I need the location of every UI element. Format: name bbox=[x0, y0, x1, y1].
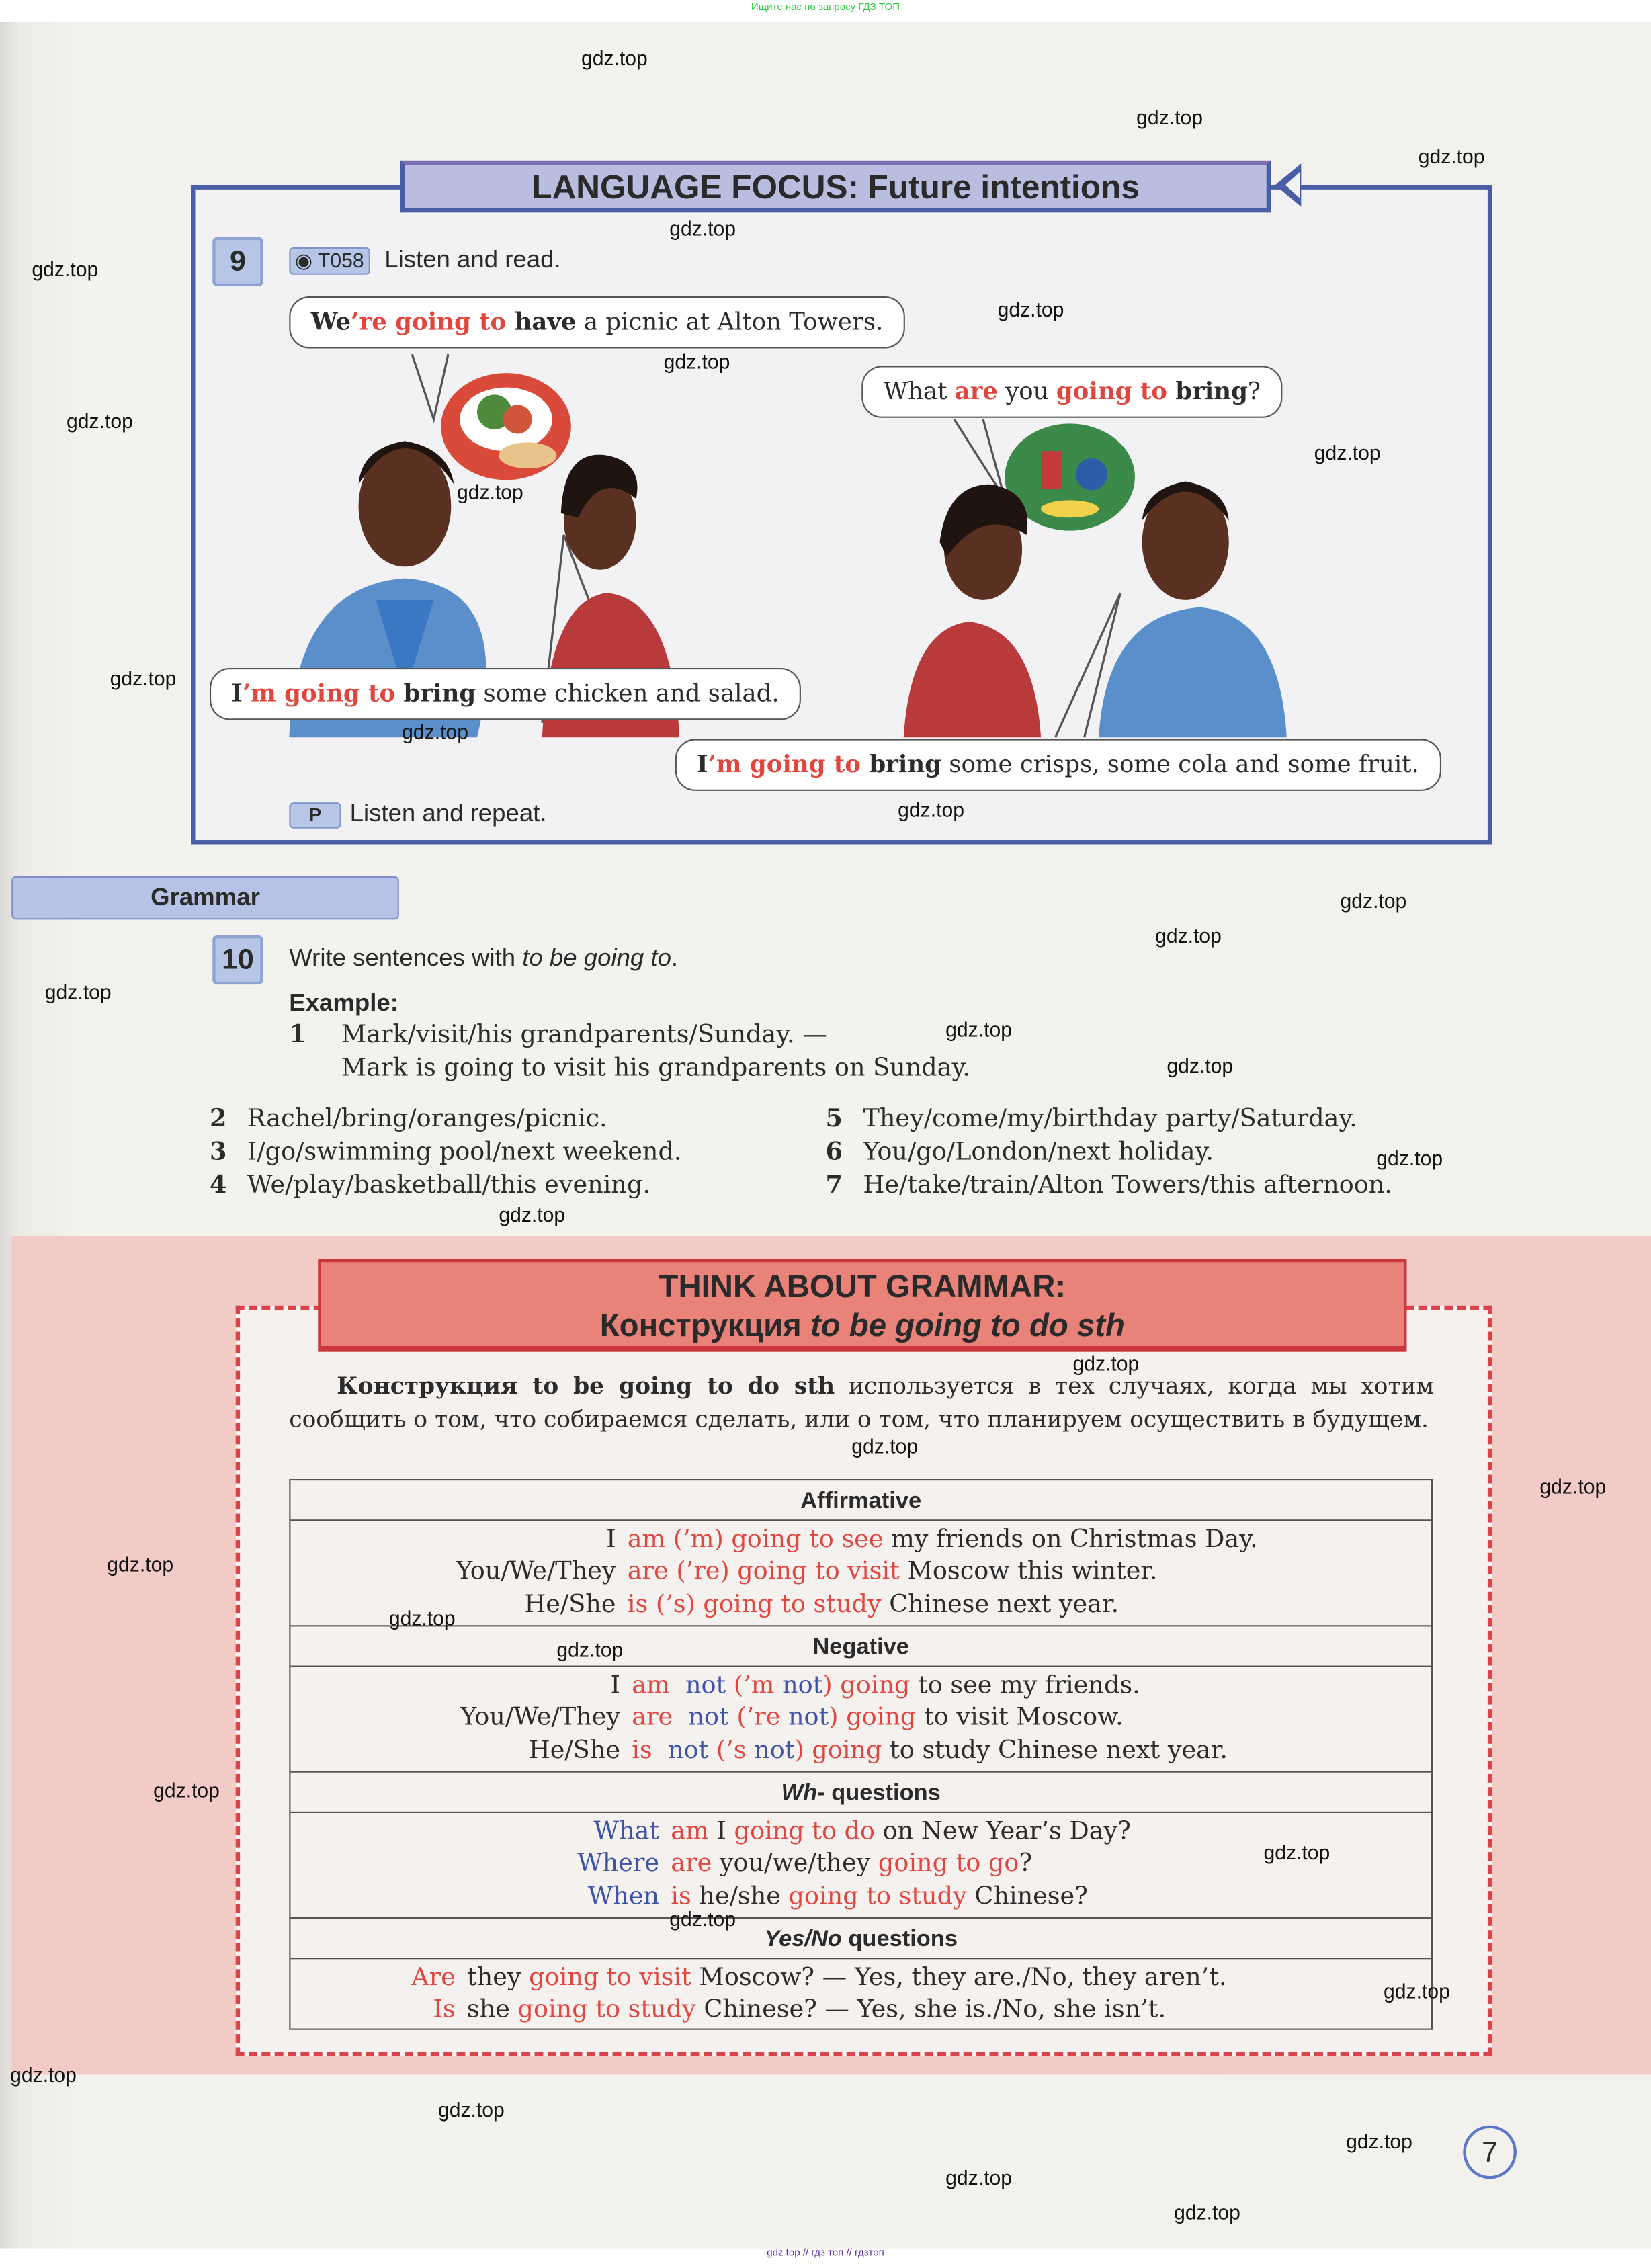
speech-bubble-2 bbox=[861, 366, 1282, 417]
row-subject: You/We/They bbox=[460, 1704, 620, 1733]
text-segment: bring bbox=[860, 750, 941, 778]
section-rows bbox=[290, 1813, 1431, 1919]
watermark: gdz.top bbox=[1167, 1054, 1234, 1077]
watermark: gdz.top bbox=[669, 216, 736, 241]
top-search-note: Ищите нас по запросу ГДЗ ТОП bbox=[751, 3, 900, 13]
table-row bbox=[290, 1524, 1431, 1556]
watermark: gdz.top bbox=[44, 980, 112, 1004]
exercise-10-instruction bbox=[289, 944, 678, 973]
text-segment: my friends on Christmas Day. bbox=[883, 1525, 1258, 1554]
items-left-column bbox=[210, 1105, 682, 1204]
text-segment: going to study bbox=[517, 1995, 696, 2025]
exercise-10-number: 10 bbox=[212, 935, 263, 984]
text-segment: not bbox=[774, 1671, 823, 1701]
audio-track-badge[interactable] bbox=[289, 247, 370, 275]
row-predicate bbox=[467, 1994, 1166, 2027]
item-number: 4 bbox=[209, 1171, 227, 1200]
text-segment: some chicken and salad. bbox=[476, 679, 779, 708]
exercise-item bbox=[826, 1105, 1392, 1138]
watermark: gdz.top bbox=[1384, 1979, 1450, 2003]
track-id: T058 bbox=[318, 249, 364, 272]
watermark: gdz.top bbox=[581, 46, 648, 70]
text-segment: I bbox=[708, 1817, 734, 1847]
text-segment: not bbox=[780, 1704, 829, 1733]
watermark: gdz.top bbox=[669, 1906, 736, 1931]
watermark: gdz.top bbox=[456, 480, 523, 503]
text-segment: bring bbox=[395, 679, 476, 708]
title-line-2-emphasis: to be going to do sth bbox=[810, 1306, 1125, 1343]
text-segment: you bbox=[997, 377, 1056, 405]
text-segment: to see my friends. bbox=[910, 1671, 1140, 1701]
row-subject: Where bbox=[577, 1849, 660, 1879]
watermark: gdz.top bbox=[851, 1434, 919, 1458]
example-number: 1 bbox=[289, 1020, 306, 1050]
text-segment: she bbox=[466, 1995, 518, 2025]
text-segment: (’re bbox=[728, 1704, 781, 1733]
text-segment: going to do bbox=[734, 1817, 876, 1847]
text-segment: Moscow? — Yes, they are./No, they aren’t. bbox=[691, 1963, 1227, 1992]
text-segment: some crisps, some cola and some fruit. bbox=[941, 750, 1419, 778]
watermark: gdz.top bbox=[67, 409, 133, 433]
text-segment: you/we/they bbox=[712, 1849, 878, 1879]
heading-text: questions bbox=[841, 1927, 958, 1952]
item-number: 7 bbox=[825, 1171, 843, 1200]
text-segment: is (’s) going to study bbox=[627, 1589, 882, 1619]
watermark: gdz.top bbox=[945, 2165, 1012, 2189]
heading-emphasis: Wh- bbox=[781, 1781, 825, 1806]
girl-right bbox=[904, 485, 1041, 738]
item-text: They/come/my/birthday party/Saturday. bbox=[863, 1104, 1357, 1134]
row-predicate bbox=[628, 1589, 1119, 1621]
row-subject: You/We/They bbox=[456, 1557, 616, 1587]
text-segment: are bbox=[632, 1704, 673, 1733]
text-segment: (’s bbox=[708, 1736, 747, 1765]
text-segment: to visit Moscow. bbox=[916, 1704, 1124, 1733]
watermark: gdz.top bbox=[945, 1017, 1012, 1042]
text-segment: not bbox=[669, 1671, 726, 1701]
table-row bbox=[290, 1848, 1431, 1880]
text-segment: going to go bbox=[878, 1849, 1019, 1879]
heading-text: Negative bbox=[812, 1635, 909, 1660]
text-segment: is bbox=[632, 1736, 652, 1765]
row-predicate bbox=[628, 1524, 1258, 1556]
watermark: gdz.top bbox=[107, 1552, 174, 1577]
text-segment: have bbox=[506, 308, 577, 336]
watermark: gdz.top bbox=[153, 1778, 220, 1802]
text-segment: am bbox=[671, 1817, 709, 1847]
page-number: 7 bbox=[1463, 2126, 1517, 2179]
row-subject: He/She bbox=[528, 1736, 620, 1765]
watermark: gdz.top bbox=[32, 257, 99, 281]
think-about-grammar-title bbox=[318, 1259, 1406, 1352]
title-line-2-prefix: Конструкция bbox=[599, 1306, 810, 1343]
watermark: gdz.top bbox=[556, 1638, 624, 1662]
text-segment: (’m bbox=[726, 1671, 775, 1701]
section-heading bbox=[290, 1626, 1431, 1667]
watermark: gdz.top bbox=[898, 798, 964, 822]
watermark: gdz.top bbox=[10, 2063, 77, 2087]
text-segment: to study Chinese next year. bbox=[882, 1736, 1228, 1765]
item-text: Rachel/bring/oranges/picnic. bbox=[247, 1104, 607, 1134]
heading-text: questions bbox=[824, 1781, 941, 1806]
table-row bbox=[290, 1556, 1431, 1589]
watermark: gdz.top bbox=[663, 349, 730, 374]
watermark: gdz.top bbox=[110, 666, 177, 690]
row-subject: When bbox=[587, 1882, 660, 1911]
text-segment: he/she bbox=[691, 1882, 789, 1911]
text-segment: not bbox=[746, 1736, 795, 1765]
text-segment: going to bbox=[1056, 377, 1167, 405]
watermark: gdz.top bbox=[1539, 1474, 1607, 1498]
watermark: gdz.top bbox=[1174, 2200, 1240, 2224]
table-row bbox=[290, 1734, 1431, 1767]
row-predicate bbox=[632, 1734, 1228, 1767]
items-right-column bbox=[826, 1105, 1392, 1204]
exercise-item bbox=[210, 1105, 682, 1138]
watermark: gdz.top bbox=[402, 720, 469, 743]
paragraph-rest: используется в тех случаях, когда мы хотим сообщить о том, что собираемся сделать, или о том, что планируем осуществить в будущем. bbox=[289, 1372, 1435, 1433]
example-label: Example: bbox=[289, 989, 398, 1017]
pronunciation-badge: P bbox=[289, 802, 341, 829]
speech-bubble-1 bbox=[289, 296, 904, 348]
row-subject: I bbox=[606, 1525, 616, 1554]
watermark: gdz.top bbox=[1136, 106, 1203, 129]
pronunciation-instruction: Listen and repeat. bbox=[349, 799, 547, 827]
exercise-item bbox=[210, 1171, 682, 1204]
paragraph-bold: Конструкция to be going to do sth bbox=[337, 1372, 835, 1400]
exercise-item bbox=[826, 1171, 1392, 1204]
grammar-table bbox=[289, 1479, 1433, 2030]
text-segment: ) bbox=[822, 1671, 833, 1701]
row-predicate bbox=[467, 1962, 1227, 1994]
grammar-tab: Grammar bbox=[11, 876, 399, 920]
exercise-9-instruction: Listen and read. bbox=[384, 245, 561, 274]
item-number: 3 bbox=[209, 1138, 227, 1167]
row-predicate bbox=[671, 1848, 1032, 1880]
row-subject: Is bbox=[433, 1995, 456, 2025]
watermark: gdz.top bbox=[437, 2097, 505, 2122]
boy-right bbox=[1099, 481, 1287, 737]
text-segment: going bbox=[838, 1704, 917, 1733]
table-row bbox=[290, 1589, 1431, 1621]
section-heading bbox=[290, 1480, 1431, 1521]
text-segment: they bbox=[466, 1963, 530, 1992]
text-segment: ? bbox=[1247, 377, 1261, 405]
explanation-paragraph bbox=[289, 1371, 1434, 1436]
row-predicate bbox=[628, 1556, 1158, 1589]
example-prompt: Mark/visit/his grandparents/Sunday. — bbox=[341, 1020, 827, 1050]
instruction-text: Write sentences with bbox=[289, 943, 523, 972]
row-predicate bbox=[632, 1702, 1124, 1734]
watermark: gdz.top bbox=[1376, 1146, 1443, 1170]
row-predicate bbox=[632, 1670, 1140, 1702]
table-row bbox=[290, 1670, 1431, 1702]
arrow-inner bbox=[1285, 172, 1300, 198]
text-segment: Chinese? — Yes, she is./No, she isn’t. bbox=[695, 1995, 1167, 2025]
instruction-end: . bbox=[671, 943, 679, 972]
text-segment: am bbox=[632, 1671, 670, 1701]
exercise-9-number: 9 bbox=[212, 237, 263, 286]
row-subject: What bbox=[593, 1817, 660, 1847]
text-segment: am (’m) going to see bbox=[627, 1525, 884, 1554]
text-segment: are bbox=[954, 377, 998, 405]
speech-bubble-4 bbox=[675, 739, 1441, 790]
text-segment: going bbox=[804, 1736, 882, 1765]
text-segment: Moscow this winter. bbox=[899, 1557, 1158, 1587]
watermark: gdz.top bbox=[1072, 1351, 1140, 1376]
row-predicate bbox=[671, 1816, 1131, 1848]
item-number: 5 bbox=[825, 1104, 843, 1134]
text-segment: going to study bbox=[788, 1882, 967, 1911]
item-text: We/play/basketball/this evening. bbox=[247, 1171, 650, 1200]
text-segment: Chinese? bbox=[966, 1882, 1088, 1911]
instruction-emphasis: to be going to bbox=[522, 943, 671, 972]
example-answer: Mark is going to visit his grandparents on Sunday. bbox=[341, 1054, 970, 1083]
text-segment: are (’re) going to visit bbox=[627, 1557, 900, 1587]
table-row bbox=[290, 1994, 1431, 2027]
text-segment: not bbox=[673, 1704, 729, 1733]
text-segment: I bbox=[231, 679, 243, 708]
watermark: gdz.top bbox=[388, 1606, 456, 1630]
item-text: He/take/train/Alton Towers/this afternoon. bbox=[863, 1171, 1392, 1200]
item-text: You/go/London/next holiday. bbox=[863, 1138, 1214, 1167]
row-subject: He/She bbox=[524, 1589, 616, 1619]
text-segment: ’m going to bbox=[242, 679, 396, 708]
text-segment: ? bbox=[1019, 1849, 1033, 1879]
text-segment: not bbox=[652, 1736, 709, 1765]
speech-bubble-3 bbox=[210, 668, 801, 720]
watermark: gdz.top bbox=[1155, 923, 1222, 948]
table-row bbox=[290, 1880, 1431, 1913]
text-segment: ’re going to bbox=[351, 308, 507, 336]
watermark: gdz.top bbox=[499, 1203, 566, 1226]
watermark: gdz.top bbox=[1263, 1840, 1330, 1864]
text-segment: are bbox=[671, 1849, 712, 1879]
watermark: gdz.top bbox=[1418, 144, 1485, 168]
food-thought-picnic bbox=[441, 373, 571, 480]
section-rows bbox=[290, 1667, 1431, 1773]
row-subject: Are bbox=[411, 1963, 456, 1992]
watermark: gdz.top bbox=[1340, 889, 1407, 913]
exercise-item bbox=[210, 1138, 682, 1171]
exercise-item bbox=[826, 1138, 1392, 1171]
text-segment: ) bbox=[829, 1704, 839, 1733]
text-segment: ) bbox=[794, 1736, 804, 1765]
text-segment: ’m going to bbox=[708, 750, 861, 778]
title-line-1: THINK ABOUT GRAMMAR: bbox=[659, 1267, 1066, 1304]
language-focus-title: LANGUAGE FOCUS: Future intentions bbox=[400, 161, 1271, 212]
section-rows bbox=[290, 1521, 1431, 1626]
item-number: 6 bbox=[825, 1138, 843, 1167]
text-segment: a picnic at Alton Towers. bbox=[576, 308, 884, 336]
text-segment: What bbox=[883, 377, 955, 405]
text-segment: I bbox=[697, 750, 708, 778]
item-text: I/go/swimming pool/next weekend. bbox=[247, 1138, 682, 1167]
text-segment: going bbox=[832, 1671, 911, 1701]
title-line-2 bbox=[321, 1306, 1404, 1345]
text-segment: is bbox=[671, 1882, 691, 1911]
item-number: 2 bbox=[209, 1104, 227, 1134]
watermark: gdz.top bbox=[1346, 2130, 1412, 2153]
section-rows bbox=[290, 1959, 1431, 2028]
watermark: gdz.top bbox=[1314, 441, 1381, 464]
section-heading bbox=[290, 1919, 1431, 1959]
bottom-note: gdz top // гдз топ // гдзтоп bbox=[767, 2248, 884, 2259]
table-row bbox=[290, 1962, 1431, 1994]
table-row bbox=[290, 1816, 1431, 1848]
row-subject: I bbox=[610, 1671, 620, 1701]
text-segment: bring bbox=[1167, 377, 1248, 405]
table-row bbox=[290, 1702, 1431, 1734]
text-segment: Chinese next year. bbox=[881, 1589, 1119, 1619]
audio-disc-icon: ◉ bbox=[294, 249, 319, 272]
text-segment: going to visit bbox=[529, 1963, 691, 1992]
text-segment: We bbox=[310, 308, 351, 336]
heading-text: Affirmative bbox=[800, 1489, 922, 1514]
watermark: gdz.top bbox=[997, 298, 1064, 321]
heading-emphasis: Yes/No bbox=[764, 1927, 842, 1952]
section-heading bbox=[290, 1773, 1431, 1813]
text-segment: on New Year’s Day? bbox=[875, 1817, 1131, 1847]
